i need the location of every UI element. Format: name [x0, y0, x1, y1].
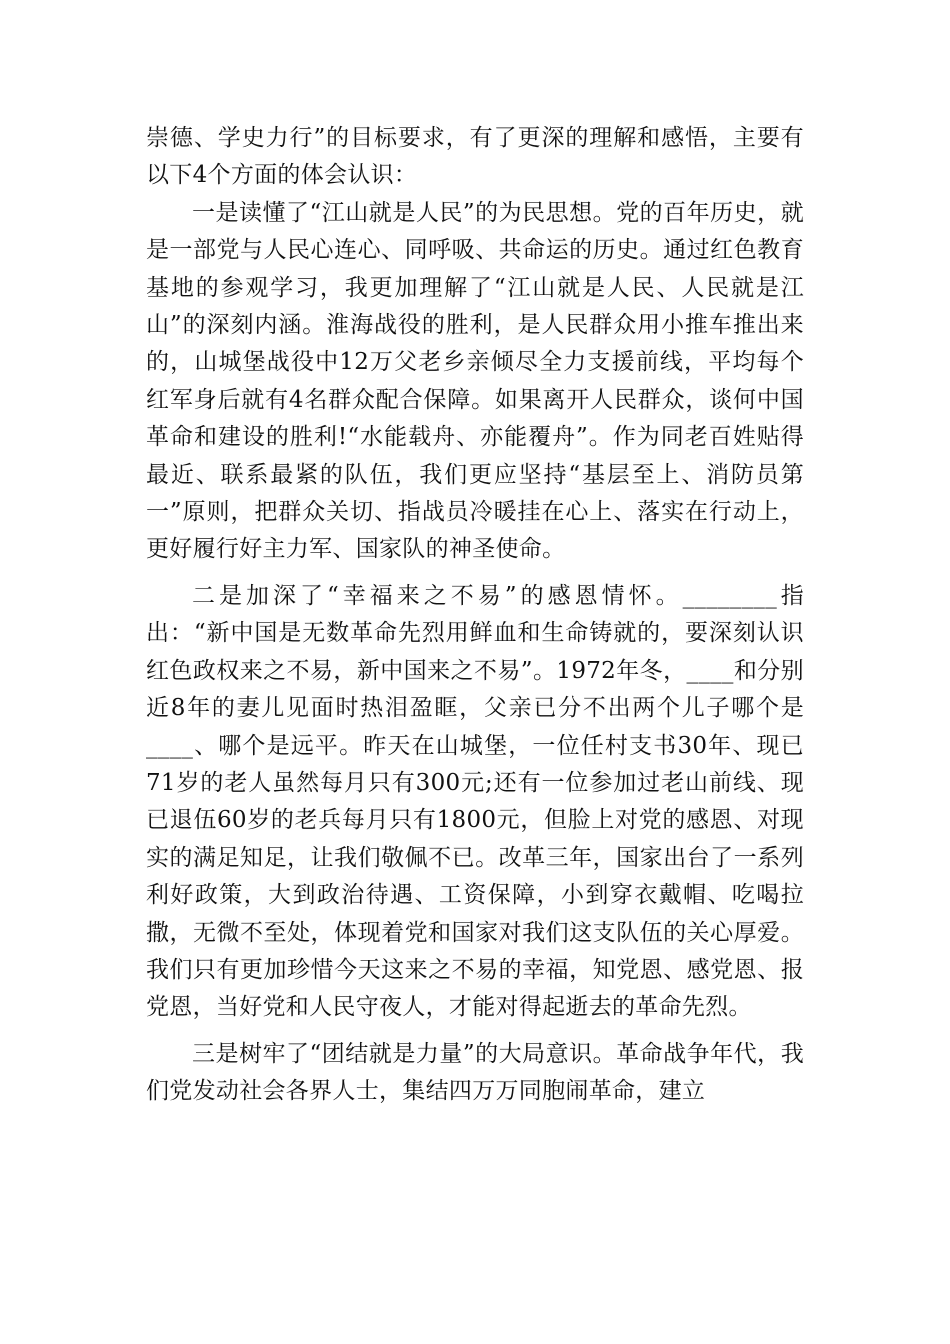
paragraph-1: 一是读懂了“江山就是人民”的为民思想。党的百年历史，就是一部党与人民心连心、同呼吸、共命运的历史。通过红色教育基地的参观学习，我更加理解了“江山就是人民、人民就是江山”的深刻内涵。淮海战役的胜利，是人民群众用小推车推出来的，山城堡战役中12万父老乡亲倾尽全力支援前线，平均每个红军身后就有4名群众配合保障。如果离开人民群众，谈何中国革命和建设的胜利!“水能载舟、亦能覆舟”。作为同老百姓贴得最近、联系最紧的队伍，我们更应坚持“基层至上、消防员第一”原则，把群众关切、指战员冷暖挂在心上、落实在行动上，更好履行好主力军、国家队的神圣使命。 [146, 199, 804, 563]
paragraph-gap [146, 1027, 804, 1036]
paragraph-gap [146, 569, 804, 578]
paragraph-2: 二是加深了“幸福来之不易”的感恩情怀。________指出：“新中国是无数革命先烈用鲜血和生命铸就的，要深刻认识红色政权来之不易，新中国来之不易”。1972年冬，____和分别近8年的妻儿见面时热泪盈眶，父亲已分不出两个儿子哪个是____、哪个是远平。昨天在山城堡，一位任村支书30年、现已71岁的老人虽然每月只有300元;还有一位参加过老山前线、现已退伍60岁的老兵每月只有1800元，但脸上对党的感恩、对现实的满足知足，让我们敬佩不已。改革三年，国家出台了一系列利好政策，大到政治待遇、工资保障，小到穿衣戴帽、吃喝拉撒，无微不至处，体现着党和国家对我们这支队伍的关心厚爱。我们只有更加珍惜今天这来之不易的幸福，知党恩、感党恩、报党恩，当好党和人民守夜人，才能对得起逝去的革命先烈。 [146, 582, 804, 1021]
paragraph-continuation: 崇德、学史力行”的目标要求，有了更深的理解和感悟，主要有以下4个方面的体会认识： [146, 125, 804, 189]
document-body [146, 120, 804, 1111]
paragraph-3: 三是树牢了“团结就是力量”的大局意识。革命战争年代，我们党发动社会各界人士，集结四万万同胞闹革命，建立 [146, 1040, 804, 1105]
